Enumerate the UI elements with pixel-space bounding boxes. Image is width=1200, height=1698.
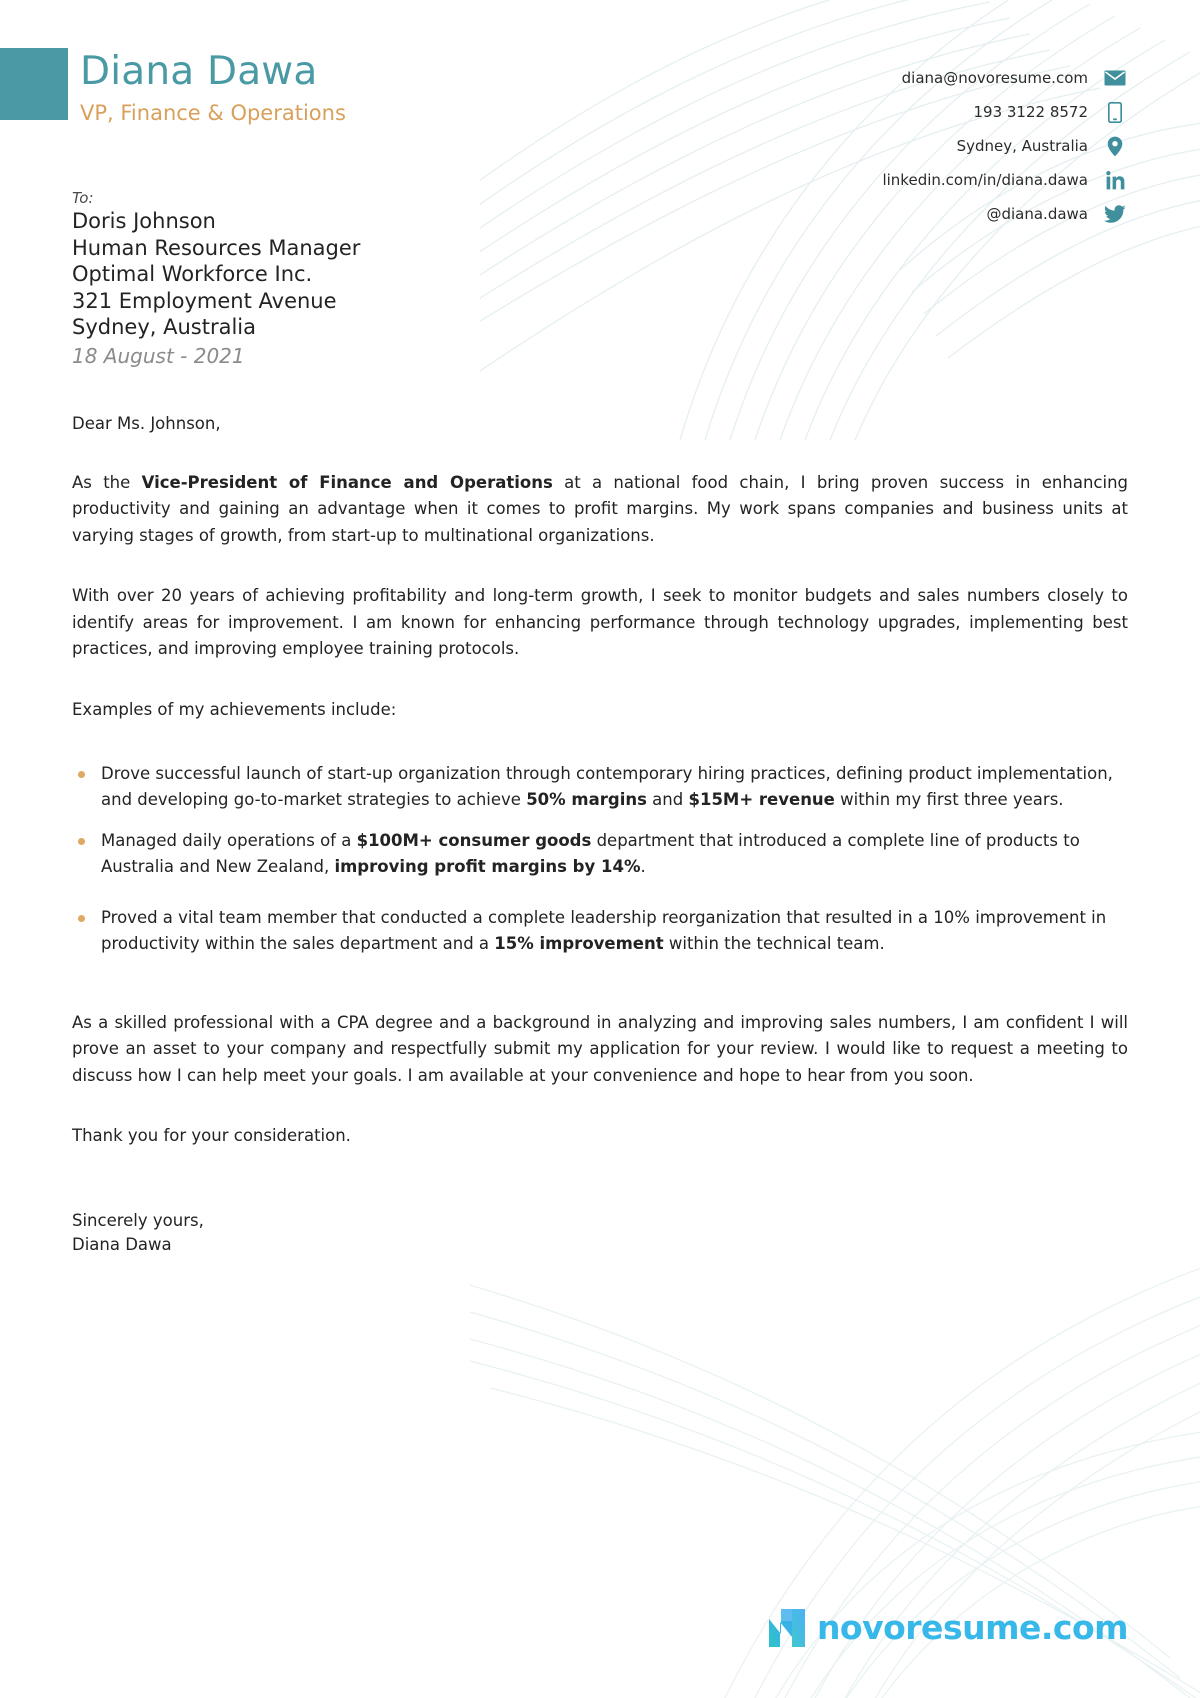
achievement-3-part-1: Proved a vital team member that conducted a complete leadership reorganization that resulted in a 10% improvement in productivity within the sales department and a [101,907,1107,953]
achievement-item-1 [72,761,1128,814]
achievement-3-part-2: within the technical team. [663,934,885,953]
recipient-name: Doris Johnson [72,209,216,233]
paragraph-1-bold: Vice-President of Finance and Operations [141,472,553,492]
contact-row-email[interactable] [882,62,1128,94]
contact-email-text: diana@novoresume.com [901,69,1088,87]
letter-body [0,188,1200,1257]
sender-job-title: VP, Finance & Operations [80,101,346,125]
contact-row-phone[interactable] [882,96,1128,128]
achievement-1-part-2: and [646,790,689,809]
achievement-1-part-3: within my first three years. [834,790,1064,809]
letter-date: 18 August - 2021 [72,343,245,368]
contact-linkedin-text: linkedin.com/in/diana.dawa [882,171,1088,189]
envelope-icon [1102,67,1128,89]
achievement-item-3 [72,905,1128,958]
achievement-1-part-1: Drove successful launch of start-up organization through contemporary hiring practices, defining product implementation, and developing go-to-market strategies to achieve [101,763,1113,809]
achievement-2-part-3: . [640,857,646,876]
salutation: Dear Ms. Johnson, [72,413,221,433]
achievement-1-bold-2: $15M+ revenue [688,790,835,809]
achievements-list [72,761,1128,958]
contact-twitter-text: @diana.dawa [986,205,1088,223]
signature-name: Diana Dawa [72,1235,172,1254]
achievement-2-part-2: department that introduced a complete line of products to Australia and New Zealand, [101,830,1080,876]
sign-off-line: Sincerely yours, [72,1211,204,1230]
to-label: To: [72,189,94,207]
signature-block [72,1209,1128,1257]
recipient-company: Optimal Workforce Inc. [72,262,313,286]
contact-phone-text: 193 3122 8572 [973,103,1088,121]
achievement-item-2 [72,828,1128,881]
paragraph-1-pre: As the [72,472,142,492]
novoresume-logo-text: novoresume.com [816,1608,1128,1647]
phone-icon [1102,101,1128,123]
novoresume-logo[interactable] [765,1606,1128,1650]
achievement-1-bold-1: 50% margins [526,790,647,809]
achievement-3-bold-1: 15% improvement [494,934,664,953]
achievement-2-bold-2: improving profit margins by 14% [334,857,641,876]
achievement-2-bold-1: $100M+ consumer goods [356,830,592,850]
sender-name: Diana Dawa [80,49,318,94]
paragraph-2: With over 20 years of achieving profitability and long-term growth, I seek to monitor budgets and sales numbers closely to identify areas for improvement. I am known for enhancing performance through technology upgrades, implementing best practices, and improving employee training protocols. [72,586,1128,658]
achievements-intro: Examples of my achievements include: [72,699,397,719]
novoresume-n-logo-icon [765,1606,809,1650]
contact-row-location[interactable] [882,130,1128,162]
recipient-title: Human Resources Manager [72,235,361,260]
location-pin-icon [1102,135,1128,157]
paragraph-1 [72,470,1128,550]
closing-paragraph: As a skilled professional with a CPA degree and a background in analyzing and improving sales numbers, I am confident I will prove an asset to your company and respectfully submit my application for your review. I would like to request a meeting to discuss how I can help meet your goals. I am available at your convenience and hope to hear from you soon. [72,1012,1128,1085]
recipient-city: Sydney, Australia [72,315,256,339]
recipient-address-block [72,208,1128,341]
recipient-street: 321 Employment Avenue [72,288,337,313]
paragraph-1-post: at a national food chain, I bring proven success in enhancing productivity and gaining an advantage when it comes to profit margins. My work spans companies and business units at varying stages of growth, from start-up to multinational organizations. [72,472,1129,545]
sender-identity [80,48,346,128]
contact-location-text: Sydney, Australia [956,137,1088,155]
thank-you-line: Thank you for your consideration. [72,1126,351,1145]
achievement-2-part-1: Managed daily operations of a [101,830,357,850]
accent-color-block [0,48,68,120]
